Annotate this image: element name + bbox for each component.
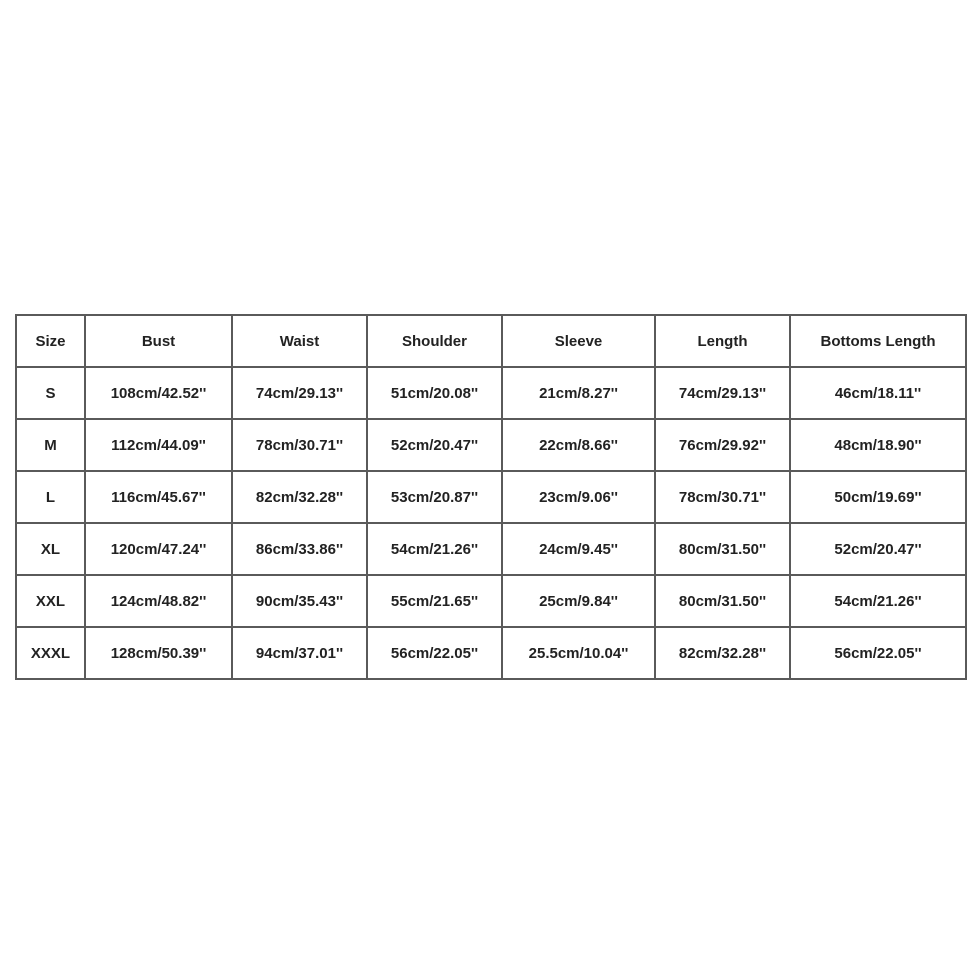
header-bust: Bust	[85, 315, 232, 367]
bottoms-length-cell: 56cm/22.05''	[790, 627, 966, 679]
waist-cell: 90cm/35.43''	[232, 575, 367, 627]
table-row	[16, 419, 966, 471]
bottoms-length-cell: 52cm/20.47''	[790, 523, 966, 575]
bust-cell: 112cm/44.09''	[85, 419, 232, 471]
shoulder-cell: 53cm/20.87''	[367, 471, 502, 523]
size-cell: L	[16, 471, 85, 523]
sleeve-cell: 25.5cm/10.04''	[502, 627, 655, 679]
shoulder-cell: 55cm/21.65''	[367, 575, 502, 627]
shoulder-cell: 52cm/20.47''	[367, 419, 502, 471]
header-length: Length	[655, 315, 790, 367]
length-cell: 80cm/31.50''	[655, 523, 790, 575]
table-row	[16, 523, 966, 575]
bottoms-length-cell: 50cm/19.69''	[790, 471, 966, 523]
bust-cell: 120cm/47.24''	[85, 523, 232, 575]
waist-cell: 74cm/29.13''	[232, 367, 367, 419]
sleeve-cell: 21cm/8.27''	[502, 367, 655, 419]
size-cell: XXL	[16, 575, 85, 627]
table-row	[16, 575, 966, 627]
length-cell: 76cm/29.92''	[655, 419, 790, 471]
bottoms-length-cell: 54cm/21.26''	[790, 575, 966, 627]
bust-cell: 124cm/48.82''	[85, 575, 232, 627]
size-cell: XXXL	[16, 627, 85, 679]
sleeve-cell: 24cm/9.45''	[502, 523, 655, 575]
table-row	[16, 627, 966, 679]
table-row	[16, 471, 966, 523]
header-row	[16, 315, 966, 367]
bust-cell: 116cm/45.67''	[85, 471, 232, 523]
waist-cell: 78cm/30.71''	[232, 419, 367, 471]
shoulder-cell: 51cm/20.08''	[367, 367, 502, 419]
length-cell: 74cm/29.13''	[655, 367, 790, 419]
length-cell: 80cm/31.50''	[655, 575, 790, 627]
size-cell: S	[16, 367, 85, 419]
size-cell: XL	[16, 523, 85, 575]
length-cell: 78cm/30.71''	[655, 471, 790, 523]
size-chart-table	[15, 314, 967, 680]
table-row	[16, 367, 966, 419]
bust-cell: 108cm/42.52''	[85, 367, 232, 419]
sleeve-cell: 25cm/9.84''	[502, 575, 655, 627]
header-sleeve: Sleeve	[502, 315, 655, 367]
shoulder-cell: 54cm/21.26''	[367, 523, 502, 575]
waist-cell: 86cm/33.86''	[232, 523, 367, 575]
header-waist: Waist	[232, 315, 367, 367]
header-size: Size	[16, 315, 85, 367]
bottoms-length-cell: 48cm/18.90''	[790, 419, 966, 471]
sleeve-cell: 22cm/8.66''	[502, 419, 655, 471]
waist-cell: 94cm/37.01''	[232, 627, 367, 679]
header-shoulder: Shoulder	[367, 315, 502, 367]
bust-cell: 128cm/50.39''	[85, 627, 232, 679]
header-bottoms-length: Bottoms Length	[790, 315, 966, 367]
size-cell: M	[16, 419, 85, 471]
length-cell: 82cm/32.28''	[655, 627, 790, 679]
waist-cell: 82cm/32.28''	[232, 471, 367, 523]
bottoms-length-cell: 46cm/18.11''	[790, 367, 966, 419]
sleeve-cell: 23cm/9.06''	[502, 471, 655, 523]
shoulder-cell: 56cm/22.05''	[367, 627, 502, 679]
